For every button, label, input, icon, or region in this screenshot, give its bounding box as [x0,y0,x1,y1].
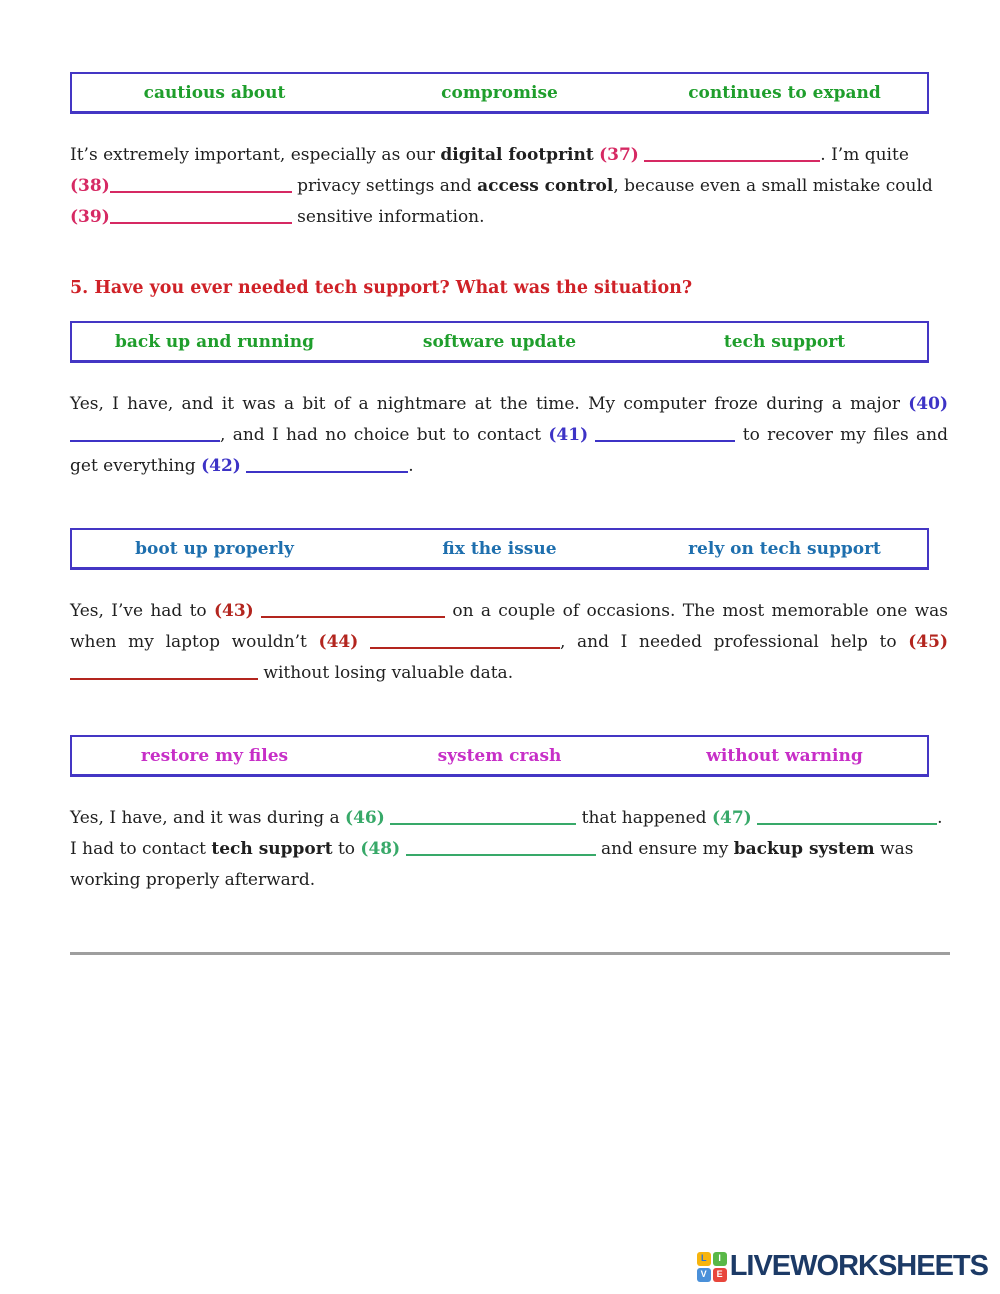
liveworksheets-logo [697,1250,988,1283]
blank-37[interactable] [644,146,820,162]
blank-40[interactable] [70,426,220,442]
wordbank-word: rely on tech support [688,538,881,559]
wordbank-4 [70,735,929,777]
wordbank-word: boot up properly [135,538,294,559]
blank-41[interactable] [595,426,735,442]
logo-square-i: I [713,1252,727,1266]
num-47: (47) [711,808,752,828]
wordbank-word: compromise [441,82,558,103]
num-46: (46) [345,808,385,828]
paragraph-46-48: Yes, I have, and it was during a (46) that happened (47) . I had to contact tech support to (48) and ensure my backup system was working properly afterward. [70,808,943,890]
wordbank-word: software update [422,331,577,352]
wordbank-1 [70,72,929,114]
num-42: (42) [201,456,241,476]
bold-term: access control [477,176,614,196]
blank-46[interactable] [390,809,576,825]
num-43: (43) [213,601,254,621]
wordbank-word: continues to expand [688,82,881,103]
logo-grid [697,1252,727,1282]
num-37: (37) [599,145,639,165]
blank-42[interactable] [246,457,408,473]
num-44: (44) [318,632,359,652]
num-40: (40) [908,394,948,414]
wordbank-word: fix the issue [442,538,557,559]
num-41: (41) [548,425,589,445]
blank-47[interactable] [757,809,937,825]
blank-45[interactable] [70,664,258,680]
logo-square-e: E [713,1268,727,1282]
wordbank-word: without warning [706,745,863,766]
blank-48[interactable] [406,840,596,856]
num-39: (39) [70,207,110,227]
num-45: (45) [908,632,948,652]
num-48: (48) [360,839,401,859]
wordbank-word: back up and running [114,331,315,352]
blank-44[interactable] [370,633,560,649]
wordbank-word: system crash [437,745,562,766]
wordbank-2 [70,321,929,363]
bold-term: digital footprint [440,145,594,165]
bold-term: tech support [211,839,333,859]
logo-square-v: V [697,1268,711,1282]
blank-38[interactable] [110,177,292,193]
paragraph-37-39: It’s extremely important, especially as our digital footprint (37) . I’m quite (38) privacy settings and access control, because even a small mistake could (39) sensitive information. [70,145,933,227]
logo-square-l: L [697,1252,711,1266]
divider [70,952,950,955]
question-heading: 5. Have you ever needed tech support? What was the situation? [70,278,693,298]
wordbank-word: cautious about [143,82,286,103]
wordbank-3 [70,528,929,570]
blank-39[interactable] [110,208,292,224]
paragraph-43-45: Yes, I’ve had to (43) on a couple of occasions. The most memorable one was when my laptop wouldn’t (44) , and I needed professional help to (45) without losing valuable data. [70,601,949,683]
wordbank-word: tech support [723,331,846,352]
bold-term: backup system [733,839,875,859]
wordbank-word: restore my files [140,745,289,766]
logo-text: LIVEWORKSHEETS [729,1250,988,1282]
paragraph-40-42: Yes, I have, and it was a bit of a nightmare at the time. My computer froze during a major (40), and I had no choice but to contact (41) to recover my files and get everything (42) . [70,394,948,476]
blank-43[interactable] [261,602,445,618]
num-38: (38) [70,176,110,196]
